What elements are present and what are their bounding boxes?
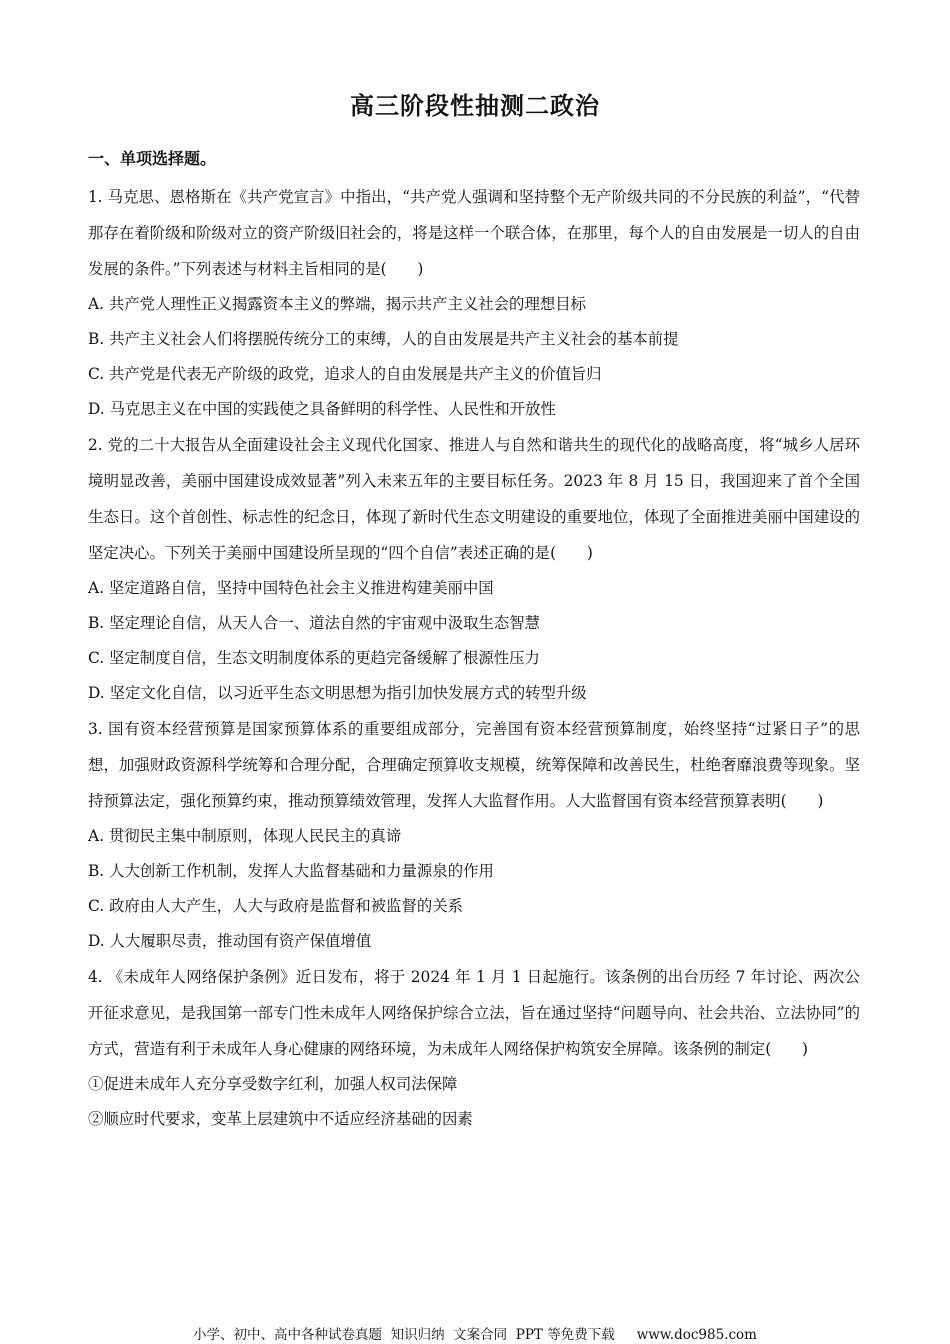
option-d: D. 坚定文化自信，以习近平生态文明思想为指引加快发展方式的转型升级 [88, 684, 587, 702]
footer-link[interactable]: www.doc985.com [636, 1327, 757, 1343]
page-title: 高三阶段性抽测二政治 [350, 92, 600, 120]
option-c: C. 共产党是代表无产阶级的政党，追求人的自由发展是共产主义的价值旨归 [88, 365, 602, 383]
question-stem: 2. 党的二十大报告从全面建设社会主义现代化国家、推进人与自然和谐共生的现代化的战略高度，将“城乡人居环境明显改善，美丽中国建设成效显著”列入未来五年的主要目标任务。2023 年 8 月 15 日，我国迎来了首个全国生态日。这个首创性、标志性的纪念日，体现了新时代生态文明建设的重要地位，体现了全面推进美丽中国建设的坚定决心。下列关于美丽中国建设所呈现的“四个自信”表述正确的是( ) [88, 436, 860, 562]
question-stem: 4. 《未成年人网络保护条例》近日发布，将于 2024 年 1 月 1 日起施行。该条例的出台历经 7 年讨论、两次公开征求意见，是我国第一部专门性未成年人网络保护综合立法，旨在通过坚持“问题导向、社会共治、立法协同”的方式，营造有利于未成年人身心健康的网络环境，为未成年人网络保护构筑安全屏障。该条例的制定( ) [88, 968, 860, 1058]
option-c: C. 政府由人大产生，人大与政府是监督和被监督的关系 [88, 897, 463, 915]
question-2 [88, 427, 860, 711]
footer-text: 小学、初中、高中各种试卷真题 知识归纳 文案合同 PPT 等免费下载 [193, 1327, 615, 1343]
statement-2: ②顺应时代要求，变革上层建筑中不适应经济基础的因素 [88, 1110, 473, 1128]
question-stem: 1. 马克思、恩格斯在《共产党宣言》中指出，“共产党人强调和坚持整个无产阶级共同的不分民族的利益”，“代替那存在着阶级和阶级对立的资产阶级旧社会的，将是这样一个联合体，在那里，每个人的自由发展是一切人的自由发展的条件。”下列表述与材料主旨相同的是( ) [88, 188, 860, 278]
statement-1: ①促进未成年人充分享受数字红利，加强人权司法保障 [88, 1075, 458, 1093]
question-stem: 3. 国有资本经营预算是国家预算体系的重要组成部分，完善国有资本经营预算制度，始终坚持“过紧日子”的思想，加强财政资源科学统筹和合理分配，合理确定预算收支规模，统筹保障和改善民生，杜绝奢靡浪费等现象。坚持预算法定，强化预算约束，推动预算绩效管理，发挥人大监督作用。人大监督国有资本经营预算表明( ) [88, 720, 860, 810]
question-1 [88, 179, 860, 427]
option-b: B. 共产主义社会人们将摆脱传统分工的束缚，人的自由发展是共产主义社会的基本前提 [88, 330, 679, 348]
option-a: A. 坚定道路自信，坚持中国特色社会主义推进构建美丽中国 [88, 579, 494, 597]
option-b: B. 坚定理论自信，从天人合一、道法自然的宇宙观中汲取生态智慧 [88, 614, 541, 632]
option-d: D. 人大履职尽责，推动国有资产保值增值 [88, 932, 372, 950]
option-a: A. 共产党人理性正义揭露资本主义的弊端，揭示共产主义社会的理想目标 [88, 295, 587, 313]
question-3 [88, 711, 860, 959]
section-heading: 一、单项选择题。 [88, 149, 217, 168]
option-b: B. 人大创新工作机制，发挥人大监督基础和力量源泉的作用 [88, 862, 494, 880]
option-c: C. 坚定制度自信，生态文明制度体系的更趋完备缓解了根源性压力 [88, 649, 540, 667]
question-4 [88, 959, 860, 1137]
option-d: D. 马克思主义在中国的实践使之具备鲜明的科学性、人民性和开放性 [88, 400, 556, 418]
option-a: A. 贯彻民主集中制原则，体现人民民主的真谛 [88, 827, 402, 845]
question-list [88, 179, 860, 1137]
footer [0, 1323, 950, 1343]
